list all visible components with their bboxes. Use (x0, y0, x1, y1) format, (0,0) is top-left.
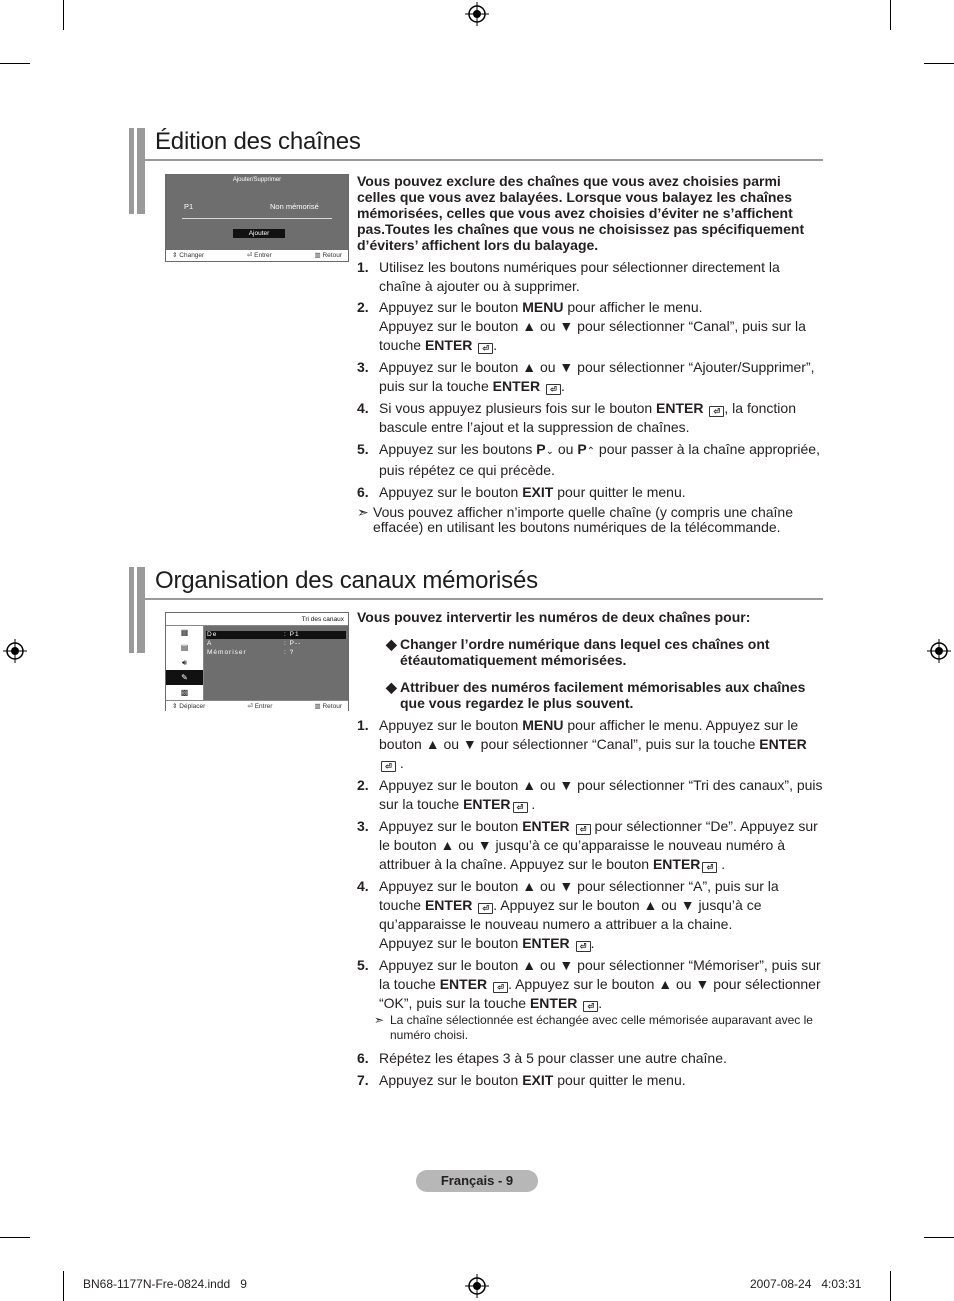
bullet-item: ◆ Attribuer des numéros facilement mémorisables aux chaînes que vous regardez le plus souvent. (386, 679, 806, 711)
registration-mark-icon (465, 2, 489, 26)
osd-divider (182, 218, 332, 219)
section-title: Organisation des canaux mémorisés (155, 567, 538, 594)
return-icon: ▥ (314, 252, 323, 259)
note: ➣ Vous pouvez afficher n’importe quelle chaîne (y compris une chaîne effacée) en utilisant les boutons numériques de la télécommande. (357, 504, 793, 535)
step: 1. Appuyez sur le bouton MENU pour afficher le menu. Appuyez sur le bouton ▲ ou ▼ pour sélectionner “Canal”, puis sur la touche ENTER ⏎ . (357, 717, 807, 771)
section-rule (143, 598, 823, 600)
section-rule (143, 159, 823, 161)
osd-status: Non mémorisé (270, 202, 319, 211)
step: 6. Répétez les étapes 3 à 5 pour classer une autre chaîne. (357, 1050, 727, 1066)
channel-up-icon: ⌄ (545, 446, 554, 457)
step: 5. Appuyez sur les boutons P⌄ ou P⌃ pour passer à la chaîne appropriée, puis répétez ce qui précède. (357, 441, 820, 478)
enter-icon: ⏎ (583, 1001, 598, 1012)
enter-icon: ⏎ (246, 252, 255, 259)
enter-icon: ⏎ (576, 941, 591, 952)
osd-title: Ajouter/Supprimer (166, 175, 348, 186)
step: 4. Si vous appuyez plusieurs fois sur le bouton ENTER ⏎ , la fonction bascule entre l’ajout et la suppression de chaînes. (357, 400, 796, 435)
enter-icon: ⏎ (576, 824, 591, 835)
step: 6. Appuyez sur le bouton EXIT pour quitter le menu. (357, 484, 686, 500)
section-bar (129, 567, 145, 653)
crop-mark (890, 1271, 891, 1301)
osd-footer (166, 250, 348, 261)
crop-mark (924, 1237, 954, 1238)
osd-channel: P1 (184, 202, 194, 211)
osd-add-button: Ajouter (233, 229, 285, 238)
crop-mark (890, 0, 891, 30)
step: 3. Appuyez sur le bouton ▲ ou ▼ pour sélectionner “Ajouter/Supprimer”, puis sur la touche ENTER ⏎ . (357, 359, 815, 394)
channel-icon: ▤ (180, 643, 189, 652)
osd-row-value: : P1 (284, 631, 300, 638)
enter-icon: ⏎ (478, 343, 493, 354)
osd-panel (204, 626, 348, 700)
osd-screen-add-delete (165, 174, 349, 262)
picture-icon: ▦ (180, 628, 189, 637)
osd-foot-enter: ⏎ Entrer (246, 252, 272, 259)
step: 4. Appuyez sur le bouton ▲ ou ▼ pour sélectionner “A”, puis sur la touche ENTER ⏎ . Appuyez sur le bouton ▲ ou ▼ jusqu’à ce qu’apparaisse le nouveau numero a attribuer a la chaine. Appuyez sur le bouton ENTER ⏎ . (357, 878, 779, 951)
osd-row-label: Mémoriser (207, 649, 247, 656)
step: 1. Utilisez les boutons numériques pour sélectionner directement la chaîne à ajouter ou à supprimer. (357, 259, 780, 294)
enter-icon: ⏎ (709, 406, 724, 417)
enter-icon: ⏎ (478, 903, 493, 914)
section-bar (129, 128, 145, 214)
note-arrow-icon: ➣ (374, 1013, 385, 1027)
step: 2. Appuyez sur le bouton MENU pour afficher le menu. Appuyez sur le bouton ▲ ou ▼ pour sélectionner “Canal”, puis sur la touche ENTER ⏎ . (357, 299, 806, 353)
enter-icon: ⏎ (247, 703, 255, 710)
enter-icon: ⏎ (546, 384, 561, 395)
page-number-badge: Français - 9 (416, 1170, 538, 1192)
osd-body (166, 626, 348, 700)
crop-mark (0, 63, 30, 64)
registration-mark-icon (927, 639, 951, 663)
diamond-icon: ◆ (386, 679, 397, 695)
osd-body (166, 186, 348, 250)
print-timestamp: 2007-08-24 4:03:31 (750, 1277, 862, 1291)
osd-screen-sort-channels (165, 612, 349, 711)
osd-row-value: : ? (284, 649, 295, 656)
intro-text: Vous pouvez intervertir les numéros de deux chaînes pour: (357, 609, 751, 625)
channel-down-icon: ⌃ (586, 446, 596, 457)
crop-mark (924, 63, 954, 64)
up-down-icon: ⇕ (172, 252, 180, 259)
note-arrow-icon: ➣ (357, 504, 369, 520)
enter-icon: ⏎ (493, 982, 508, 993)
registration-mark-icon (3, 639, 27, 663)
step: 7. Appuyez sur le bouton EXIT pour quitter le menu. (357, 1072, 686, 1088)
section2-content (357, 609, 823, 1090)
osd-row-label: De (207, 631, 218, 638)
osd-foot-move: ⇕ Changer (172, 252, 205, 259)
intro-text: Vous pouvez exclure des chaînes que vous avez choisies parmi celles que vous avez balayées. Lorsque vous balayez les chaînes mémorisées, celles que vous avez choisies d’éviter ne s’affichent pas.Toutes les chaînes que vous ne choisissez pas spécifiquement d’éviters’ affichent lors du balayage. (357, 173, 805, 253)
step: 5. Appuyez sur le bouton ▲ ou ▼ pour sélectionner “Mémoriser”, puis sur la touche ENTER ⏎ . Appuyez sur le bouton ▲ ou ▼ pour sélectionner “OK”, puis sur la touche ENTER ⏎ . (357, 957, 821, 1011)
osd-title: Tri des canaux (166, 613, 348, 626)
osd-foot-enter: ⏎ Entrer (247, 703, 273, 710)
section1-content (357, 173, 823, 535)
osd-row-label: A (207, 640, 213, 647)
osd-row-value: : P-- (284, 640, 302, 647)
crop-mark (0, 1237, 30, 1238)
bullet-item: ◆ Changer l’ordre numérique dans lequel ces chaînes ont étéautomatiquement mémorisées. (386, 636, 770, 668)
up-down-icon: ⇕ (172, 703, 180, 710)
enter-icon: ⏎ (381, 761, 396, 772)
file-slug: BN68-1177N-Fre-0824.indd 9 (83, 1277, 247, 1291)
input-icon: ▩ (180, 688, 189, 697)
osd-row-selected (206, 631, 346, 639)
registration-mark-icon (465, 1274, 489, 1298)
step: 3. Appuyez sur le bouton ENTER ⏎ pour sélectionner “De”. Appuyez sur le bouton ▲ ou ▼ jusqu’à ce qu’apparaisse le nouveau numéro à attribuer à la chaîne. Appuyez sur le bouton ENTER ⏎ . (357, 818, 818, 872)
crop-mark (63, 1271, 64, 1301)
enter-icon: ⏎ (513, 802, 528, 813)
setup-icon: ✎ (166, 670, 203, 685)
return-icon: ▥ (314, 703, 323, 710)
step: 2. Appuyez sur le bouton ▲ ou ▼ pour sélectionner “Tri des canaux”, puis sur la touche ENTER ⏎ . (357, 777, 823, 812)
osd-foot-move: ⇕ Déplacer (172, 703, 206, 710)
osd-footer (166, 700, 348, 711)
osd-icon-column (166, 626, 204, 700)
diamond-icon: ◆ (386, 636, 397, 652)
section-title: Édition des chaînes (155, 128, 361, 155)
osd-foot-return: ▥ Retour (314, 252, 342, 259)
osd-foot-return: ▥ Retour (314, 703, 342, 710)
note: ➣ La chaîne sélectionnée est échangée avec celle mémorisée auparavant avec le numéro choisi. (374, 1013, 813, 1042)
sound-icon: 🔊︎ (181, 658, 188, 667)
enter-icon: ⏎ (702, 862, 717, 873)
crop-mark (63, 0, 64, 30)
